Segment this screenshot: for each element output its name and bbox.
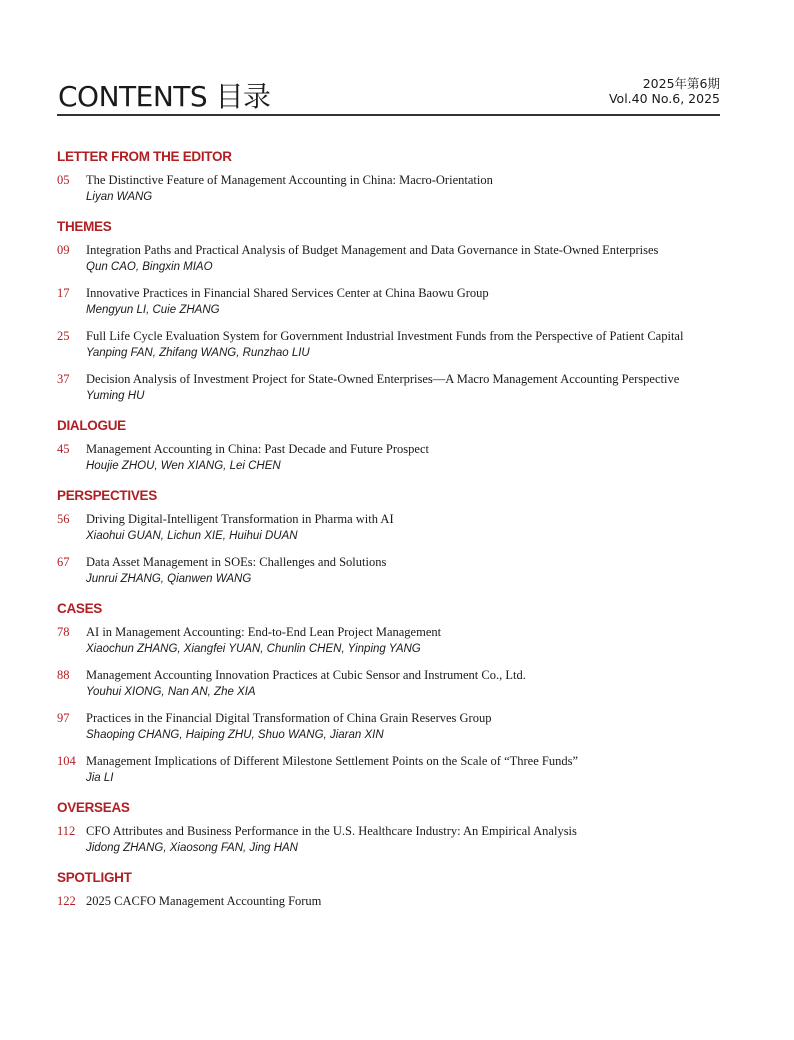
section-title: LETTER FROM THE EDITOR — [57, 149, 232, 164]
page-number: 25 — [57, 329, 70, 343]
issue-info — [609, 76, 720, 106]
article-title: Full Life Cycle Evaluation System for Government Industrial Investment Funds from the Perspective of Patient Capital — [86, 329, 684, 343]
article-authors: Xiaochun ZHANG, Xiangfei YUAN, Chunlin CHEN, Yinping YANG — [86, 643, 421, 655]
page-number: 78 — [57, 625, 70, 639]
toc-section — [57, 799, 720, 857]
page-number: 17 — [57, 286, 70, 300]
article-title: Driving Digital-Intelligent Transformation in Pharma with AI — [86, 512, 394, 526]
toc-entry[interactable] — [57, 441, 720, 475]
article-authors: Qun CAO, Bingxin MIAO — [86, 261, 213, 273]
article-authors: Houjie ZHOU, Wen XIANG, Lei CHEN — [86, 460, 281, 472]
article-authors: Liyan WANG — [86, 191, 153, 203]
section-title: OVERSEAS — [57, 800, 130, 815]
page-number: 112 — [57, 824, 76, 838]
issue-en: Vol.40 No.6, 2025 — [608, 91, 720, 106]
page-number: 05 — [57, 173, 70, 187]
toc-entry[interactable] — [57, 172, 720, 206]
toc-entry[interactable] — [57, 753, 720, 787]
section-title: CASES — [57, 601, 103, 616]
toc-section — [57, 417, 720, 475]
page-number: 97 — [57, 711, 70, 725]
article-authors: Junrui ZHANG, Qianwen WANG — [86, 573, 252, 585]
issue-cn: 2025年第6期 — [642, 76, 720, 91]
section-title: DIALOGUE — [57, 418, 126, 433]
page-number: 122 — [57, 894, 76, 908]
toc-entry[interactable] — [57, 328, 720, 362]
toc-entry[interactable] — [57, 823, 720, 857]
toc-entry[interactable] — [57, 242, 720, 276]
article-title: The Distinctive Feature of Management Accounting in China: Macro-Orientation — [86, 173, 493, 187]
article-authors: Jidong ZHANG, Xiaosong FAN, Jing HAN — [86, 842, 298, 854]
table-of-contents — [57, 148, 720, 922]
page-number: 09 — [57, 243, 70, 257]
article-authors: Yanping FAN, Zhifang WANG, Runzhao LIU — [86, 347, 310, 359]
article-title: CFO Attributes and Business Performance in the U.S. Healthcare Industry: An Empirical Analysis — [86, 824, 577, 838]
toc-section — [57, 600, 720, 787]
article-authors: Mengyun LI, Cuie ZHANG — [86, 304, 220, 316]
article-authors: Shaoping CHANG, Haiping ZHU, Shuo WANG, Jiaran XIN — [86, 729, 384, 741]
toc-section — [57, 869, 720, 910]
article-title: Practices in the Financial Digital Transformation of China Grain Reserves Group — [86, 711, 492, 725]
article-authors: Youhui XIONG, Nan AN, Zhe XIA — [86, 686, 256, 698]
toc-entry[interactable] — [57, 710, 720, 744]
section-title: SPOTLIGHT — [57, 870, 132, 885]
article-title: Management Accounting in China: Past Decade and Future Prospect — [86, 442, 429, 456]
toc-entry[interactable] — [57, 371, 720, 405]
toc-section — [57, 148, 720, 206]
page-number: 37 — [57, 372, 70, 386]
article-title: Management Implications of Different Milestone Settlement Points on the Scale of “Three Funds” — [86, 754, 579, 768]
article-title: 2025 CACFO Management Accounting Forum — [86, 894, 322, 908]
article-authors: Xiaohui GUAN, Lichun XIE, Huihui DUAN — [86, 530, 298, 542]
toc-entry[interactable] — [57, 554, 720, 588]
article-authors: Jia LI — [86, 772, 114, 784]
section-title: THEMES — [57, 219, 112, 234]
article-title: Decision Analysis of Investment Project for State-Owned Enterprises—A Macro Management Accounting Perspective — [86, 372, 680, 386]
page-number: 88 — [57, 668, 70, 682]
section-title: PERSPECTIVES — [57, 488, 157, 503]
page-number: 56 — [57, 512, 70, 526]
page-title: CONTENTS 目录 — [58, 80, 271, 113]
toc-entry[interactable] — [57, 667, 720, 701]
article-title: Innovative Practices in Financial Shared Services Center at China Baowu Group — [86, 286, 489, 300]
article-authors: Yuming HU — [86, 390, 145, 402]
toc-entry[interactable] — [57, 624, 720, 658]
page-number: 45 — [57, 442, 70, 456]
article-title: Integration Paths and Practical Analysis of Budget Management and Data Governance in State-Owned Enterprises — [86, 243, 659, 257]
toc-entry[interactable] — [57, 511, 720, 545]
toc-section — [57, 487, 720, 588]
page-header — [57, 74, 720, 116]
page-number: 67 — [57, 555, 70, 569]
article-title: Management Accounting Innovation Practices at Cubic Sensor and Instrument Co., Ltd. — [86, 668, 526, 682]
toc-entry[interactable] — [57, 285, 720, 319]
page-number: 104 — [57, 754, 76, 768]
article-title: Data Asset Management in SOEs: Challenges and Solutions — [86, 555, 387, 569]
article-title: AI in Management Accounting: End-to-End Lean Project Management — [86, 625, 442, 639]
toc-section — [57, 218, 720, 405]
toc-entry[interactable] — [57, 893, 720, 910]
